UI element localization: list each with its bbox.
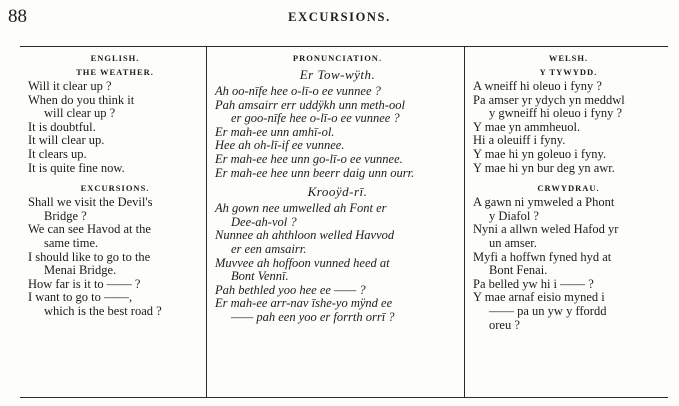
- welsh-line: oreu ?: [489, 317, 520, 332]
- pronunciation-line: Nunnee ah ahthloon welled Havvod: [215, 228, 395, 243]
- welsh-line: un amser.: [489, 235, 537, 250]
- pronunciation-section-weather-title: Er Tow-wÿth.: [299, 67, 376, 82]
- pronunciation-line: er goo-nīfe hee o-lī-o ee vunnee ?: [231, 111, 400, 126]
- pronunciation-line: Er mah-ee unn amhī-ol.: [215, 124, 335, 139]
- pronunciation-line: Bont Vennī.: [231, 269, 289, 284]
- welsh-line: A gawn ni ymweled a Phont: [473, 195, 615, 210]
- pronunciation-line: Dee-ah-vol ?: [231, 214, 297, 229]
- welsh-line: Y mae hi yn bur deg yn awr.: [473, 160, 615, 175]
- page-number: 88: [8, 6, 27, 27]
- pronunciation-section-excursions-title: Krooÿd-rī.: [307, 184, 368, 200]
- welsh-line: Bont Fenai.: [489, 263, 548, 278]
- welsh-line: Hi a oleuiff i fyny.: [473, 133, 566, 148]
- welsh-line: Y mae arnaf eisio myned i: [473, 290, 605, 305]
- english-line: will clear up ?: [44, 106, 116, 121]
- welsh-section-excursions-title: CRWYDRAU.: [537, 183, 600, 194]
- english-line: same time.: [44, 235, 99, 250]
- welsh-line: y gwneiff hi oleuo i fyny ?: [489, 106, 623, 121]
- english-line: I should like to go to the: [28, 249, 151, 264]
- english-line: It is doubtful.: [28, 119, 96, 134]
- english-line: How far is it to —— ?: [28, 276, 141, 291]
- welsh-line: Myfi a hoffwn fyned hyd at: [473, 249, 612, 264]
- english-line: which is the best road ?: [44, 303, 162, 318]
- welsh-column-head: WELSH.: [548, 53, 589, 63]
- welsh-line: Y mae hi yn goleuo i fyny.: [473, 146, 607, 161]
- running-head: EXCURSIONS.: [288, 10, 391, 24]
- welsh-line: Y mae yn ammheuol.: [473, 119, 581, 134]
- english-column-head: ENGLISH.: [90, 53, 140, 63]
- english-line: It will clear up.: [28, 133, 105, 148]
- pronunciation-line: Er mah-ee hee unn go-lī-o ee vunnee.: [215, 151, 403, 166]
- pronunciation-line: Pah amsairr err uddÿkh unn meth-ool: [215, 97, 405, 112]
- pronunciation-line: er een amsairr.: [231, 241, 307, 256]
- pronunciation-line: Ah oo-nīfe hee o-lī-o ee vunnee ?: [215, 84, 381, 98]
- english-line: Shall we visit the Devil's: [28, 195, 153, 210]
- english-section-weather-title: THE WEATHER.: [76, 67, 154, 77]
- pronunciation-line: Er mah-ee hee unn beerr daig unn ourr.: [215, 165, 415, 180]
- pronunciation-line: Hee ah oh-lī-if ee vunnee.: [215, 138, 345, 153]
- welsh-column: [464, 47, 668, 397]
- pronunciation-line: Ah gown nee umwelled ah Font er: [215, 201, 387, 216]
- phrase-table: [20, 46, 668, 398]
- welsh-line: y Diafol ?: [489, 208, 539, 223]
- pronunciation-line: Er mah-ee arr-nav īshe-yo mÿnd ee: [215, 296, 393, 311]
- english-line: It is quite fine now.: [28, 160, 125, 175]
- welsh-line: Pa belled yw hi i —— ?: [473, 276, 594, 291]
- english-section-excursions-title: EXCURSIONS.: [80, 183, 150, 194]
- english-line: It clears up.: [28, 146, 87, 161]
- english-column: [20, 47, 206, 397]
- pronunciation-line: Pah bethled yoo hee ee —— ?: [215, 282, 366, 297]
- english-line: Bridge ?: [44, 208, 87, 223]
- pronunciation-line: Muvvee ah hoffoon vunned heed at: [215, 255, 390, 270]
- welsh-line: A wneiff hi oleuo i fyny ?: [473, 79, 602, 93]
- pronunciation-line: —— pah een yoo er forrth orrī ?: [231, 309, 395, 324]
- welsh-section-weather-title: Y TYWYDD.: [539, 67, 598, 77]
- english-line: Menai Bridge.: [44, 263, 117, 278]
- english-line: When do you think it: [28, 92, 135, 107]
- welsh-line: Nyni a allwn weled Hafod yr: [473, 222, 619, 237]
- english-line: We can see Havod at the: [28, 222, 151, 237]
- pronunciation-column: [206, 47, 464, 397]
- pronunciation-column-head: PRONUNCIATION.: [292, 53, 383, 63]
- english-line: Will it clear up ?: [28, 79, 112, 93]
- welsh-line: Pa amser yr ydych yn meddwl: [473, 92, 625, 107]
- welsh-line: —— pa un yw y ffordd: [489, 303, 607, 318]
- english-line: I want to go to ——,: [28, 290, 133, 305]
